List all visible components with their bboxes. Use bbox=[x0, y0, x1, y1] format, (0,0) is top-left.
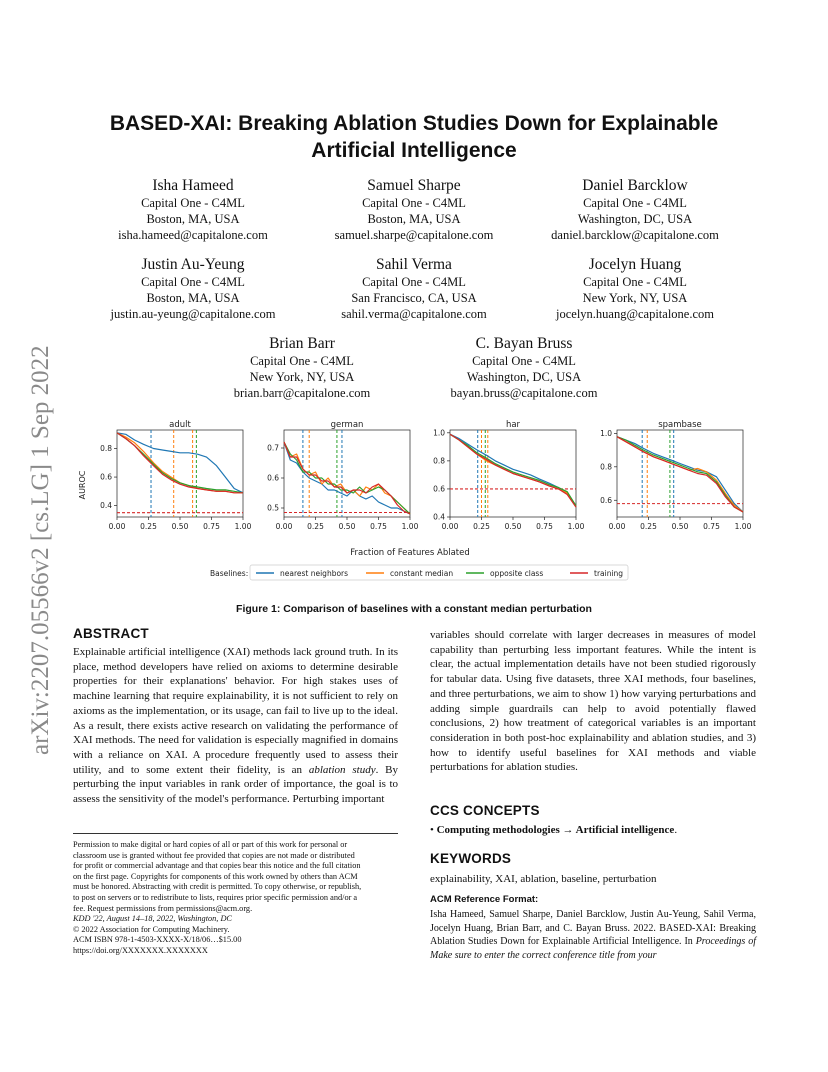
ccs-heading: CCS CONCEPTS bbox=[430, 803, 540, 818]
series-line-nearest-neighbors bbox=[450, 434, 576, 506]
author-name: Daniel Barcklow bbox=[582, 177, 688, 194]
x-tick-label: 0.75 bbox=[536, 522, 553, 531]
acm-reference-text bbox=[430, 908, 756, 962]
x-tick-label: 0.25 bbox=[307, 522, 324, 531]
legend-item-label: training bbox=[594, 569, 624, 578]
abstract-text bbox=[73, 645, 398, 807]
author-affiliation: Capital One - C4ML bbox=[583, 196, 687, 210]
author-email: brian.barr@capitalone.com bbox=[233, 386, 371, 400]
legend-item-label: opposite class bbox=[490, 569, 544, 578]
y-tick-label: 0.6 bbox=[100, 472, 112, 482]
author-name: Justin Au-Yeung bbox=[141, 256, 245, 273]
x-tick-label: 0.50 bbox=[171, 522, 189, 531]
title-line-1: BASED-XAI: Breaking Ablation Studies Down for Explainable bbox=[109, 112, 719, 135]
y-axis-label: AUROC bbox=[78, 470, 87, 500]
y-tick-label: 0.6 bbox=[267, 473, 279, 483]
figure-caption: Figure 1: Comparison of baselines with a constant median perturbation bbox=[236, 603, 592, 615]
arxiv-identifier-stamp bbox=[12, 300, 60, 760]
footnote-line: classroom use is granted without fee provided that copies are not made or distributed bbox=[73, 850, 355, 860]
author-block bbox=[73, 176, 313, 243]
y-tick-label: 1.0 bbox=[433, 428, 445, 438]
abstract-text-part: Explainable artificial intelligence (XAI) methods lack ground truth. In its place, method developers have relied on axioms to determine desirable properties for their explanations' behavior. For high stakes uses of machine learning that require explainability, it is not sufficient to rely on axioms as the implementation, or its usage, can fail to live up to the ideal. As a result, there exists active research on validating the performance of XAI methods. The need for validation is especially magnified in domains with a reliance on XAI. A procedure frequently used to assess their utility, and to some extent their fidelity, is an bbox=[73, 646, 398, 776]
footnote-venue: KDD '22, August 14–18, 2022, Washington, DC bbox=[73, 914, 232, 924]
author-name: Jocelyn Huang bbox=[588, 256, 682, 273]
y-tick-label: 0.6 bbox=[433, 484, 445, 494]
author-location: Washington, DC, USA bbox=[577, 212, 693, 226]
ccs-concept: Computing methodologies → Artificial intelligence bbox=[436, 824, 675, 836]
author-email: bayan.bruss@capitalone.com bbox=[450, 386, 598, 400]
footnote-divider bbox=[73, 833, 398, 834]
ccs-concepts bbox=[430, 824, 760, 836]
y-tick-label: 0.8 bbox=[100, 444, 112, 454]
x-tick-label: 0.25 bbox=[640, 522, 657, 531]
author-location: San Francisco, CA, USA bbox=[351, 291, 477, 305]
permission-footnote bbox=[73, 840, 398, 957]
x-tick-label: 0.00 bbox=[441, 522, 459, 531]
x-tick-label: 0.00 bbox=[108, 522, 126, 531]
footnote-doi-link[interactable]: https://doi.org/XXXXXXX.XXXXXXX bbox=[73, 945, 208, 955]
series-line-training bbox=[617, 437, 743, 512]
author-block bbox=[294, 255, 534, 322]
author-block bbox=[404, 334, 644, 401]
x-tick-label: 0.25 bbox=[140, 522, 157, 531]
y-tick-label: 0.7 bbox=[267, 443, 279, 453]
author-affiliation: Capital One - C4ML bbox=[141, 275, 245, 289]
x-tick-label: 1.00 bbox=[734, 522, 752, 531]
chart-title-adult: adult bbox=[169, 420, 191, 430]
author-block bbox=[182, 334, 422, 401]
author-email: isha.hameed@capitalone.com bbox=[118, 228, 268, 242]
author-affiliation: Capital One - C4ML bbox=[362, 275, 466, 289]
ccs-bullet: • bbox=[430, 824, 437, 836]
x-tick-label: 0.50 bbox=[671, 522, 689, 531]
legend-item-label: nearest neighbors bbox=[280, 569, 349, 578]
figure-1-chart bbox=[60, 418, 770, 593]
footnote-copyright: © 2022 Association for Computing Machinery. bbox=[73, 924, 230, 934]
footnote-line: on the first page. Copyrights for components of this work owned by others than ACM bbox=[73, 871, 358, 881]
author-block bbox=[294, 176, 534, 243]
x-axis-label: Fraction of Features Ablated bbox=[350, 548, 470, 558]
author-affiliation: Capital One - C4ML bbox=[250, 354, 354, 368]
author-name: Samuel Sharpe bbox=[367, 177, 461, 194]
y-tick-label: 0.8 bbox=[433, 456, 445, 466]
acm-reference-part: Isha Hameed, Samuel Sharpe, Daniel Barcklow, Justin Au-Yeung, Sahil Verma, Jocelyn Huang, Brian Barr, and C. Bayan Bruss. 2022. BASED-XAI: Breaking Ablation Studies Down for Explainable Artificial Intelligence. In bbox=[430, 909, 756, 947]
abstract-text-emphasis: ablation study bbox=[308, 763, 376, 776]
x-tick-label: 0.75 bbox=[203, 522, 220, 531]
author-name: Sahil Verma bbox=[376, 256, 452, 273]
x-tick-label: 1.00 bbox=[567, 522, 585, 531]
author-email: sahil.verma@capitalone.com bbox=[341, 307, 487, 321]
footnote-line: Permission to make digital or hard copies of all or part of this work for personal or bbox=[73, 840, 348, 849]
y-tick-label: 0.5 bbox=[267, 503, 279, 513]
y-tick-label: 0.6 bbox=[600, 495, 612, 505]
x-tick-label: 0.00 bbox=[275, 522, 293, 531]
abstract-continuation: variables should correlate with larger decreases in measures of model capability than perturbing less important features. While the intent is clear, the actual implementation details have not been studied rigorously for tabular data. Using five datasets, three XAI methods, four baselines, and three perturbations, we aim to show 1) how varying perturbations and adding simple guardrails can help to avoid potentially flawed conclusions, 2) how treatment of categorical variables is an important consideration in both post-hoc explainability and ablation studies, and 3) how to identify useful baselines for XAI methods and viable perturbations for ablation studies. bbox=[430, 629, 756, 774]
y-tick-label: 0.8 bbox=[600, 462, 612, 472]
author-location: Washington, DC, USA bbox=[466, 370, 582, 384]
series-line-training bbox=[117, 433, 243, 493]
y-tick-label: 1.0 bbox=[600, 428, 612, 438]
keywords-list: explainability, XAI, ablation, baseline, perturbation bbox=[430, 873, 657, 885]
x-tick-label: 1.00 bbox=[401, 522, 419, 531]
footnote-line: to post on servers or to redistribute to lists, requires prior specific permission and/or a bbox=[73, 892, 358, 902]
keywords-heading: KEYWORDS bbox=[430, 851, 512, 866]
author-block bbox=[515, 176, 755, 243]
author-location: New York, NY, USA bbox=[249, 370, 355, 384]
x-tick-label: 0.50 bbox=[504, 522, 522, 531]
author-name: Isha Hameed bbox=[152, 177, 234, 194]
x-tick-label: 0.75 bbox=[370, 522, 387, 531]
acm-reference-proceedings: Proceedings of Make sure to enter the correct conference title from your bbox=[430, 936, 756, 961]
x-tick-label: 0.00 bbox=[608, 522, 626, 531]
author-location: New York, NY, USA bbox=[582, 291, 688, 305]
author-affiliation: Capital One - C4ML bbox=[141, 196, 245, 210]
author-location: Boston, MA, USA bbox=[146, 291, 240, 305]
chart-frame-adult bbox=[117, 430, 243, 517]
chart-title-german: german bbox=[330, 420, 364, 430]
legend-item-label: constant median bbox=[390, 569, 454, 578]
paper-title bbox=[70, 110, 758, 164]
footnote-line: fee. Request permissions from permissions@acm.org. bbox=[73, 903, 253, 913]
author-email: justin.au-yeung@capitalone.com bbox=[110, 307, 276, 321]
ccs-period: . bbox=[674, 824, 678, 836]
x-tick-label: 1.00 bbox=[234, 522, 252, 531]
chart-frame-german bbox=[284, 430, 410, 517]
author-affiliation: Capital One - C4ML bbox=[472, 354, 576, 368]
author-email: daniel.barcklow@capitalone.com bbox=[551, 228, 719, 242]
author-affiliation: Capital One - C4ML bbox=[583, 275, 687, 289]
author-block bbox=[515, 255, 755, 322]
author-location: Boston, MA, USA bbox=[146, 212, 240, 226]
author-location: Boston, MA, USA bbox=[367, 212, 461, 226]
x-tick-label: 0.25 bbox=[473, 522, 490, 531]
author-name: Brian Barr bbox=[269, 335, 335, 352]
footnote-line: for profit or commercial advantage and that copies bear this notice and the full citation bbox=[73, 861, 361, 871]
legend-title: Baselines: bbox=[210, 569, 249, 578]
author-name: C. Bayan Bruss bbox=[475, 335, 573, 352]
x-tick-label: 0.50 bbox=[338, 522, 356, 531]
author-affiliation: Capital One - C4ML bbox=[362, 196, 466, 210]
author-block bbox=[73, 255, 313, 322]
chart-title-spambase: spambase bbox=[658, 420, 702, 430]
footnote-isbn: ACM ISBN 978-1-4503-XXXX-X/18/06…$15.00 bbox=[73, 935, 242, 945]
arxiv-id-text: arXiv:2207.05566v2 [cs.LG] 1 Sep 2022 bbox=[27, 345, 54, 755]
acm-reference-heading: ACM Reference Format: bbox=[430, 894, 539, 905]
y-tick-label: 0.4 bbox=[433, 512, 445, 522]
footnote-line: must be honored. Abstracting with credit is permitted. To copy otherwise, or republish, bbox=[73, 882, 362, 892]
abstract-heading: ABSTRACT bbox=[73, 626, 149, 641]
title-line-2: Artificial Intelligence bbox=[311, 139, 517, 162]
abstract-text-part: . By perturbing the input variables in rank order of importance, the goal is to assess the sensitivity of the model's performance. Perturbing important bbox=[73, 763, 398, 806]
x-tick-label: 0.75 bbox=[703, 522, 720, 531]
y-tick-label: 0.4 bbox=[100, 501, 112, 511]
author-email: jocelyn.huang@capitalone.com bbox=[556, 307, 714, 321]
chart-title-har: har bbox=[505, 420, 521, 430]
author-email: samuel.sharpe@capitalone.com bbox=[334, 228, 494, 242]
